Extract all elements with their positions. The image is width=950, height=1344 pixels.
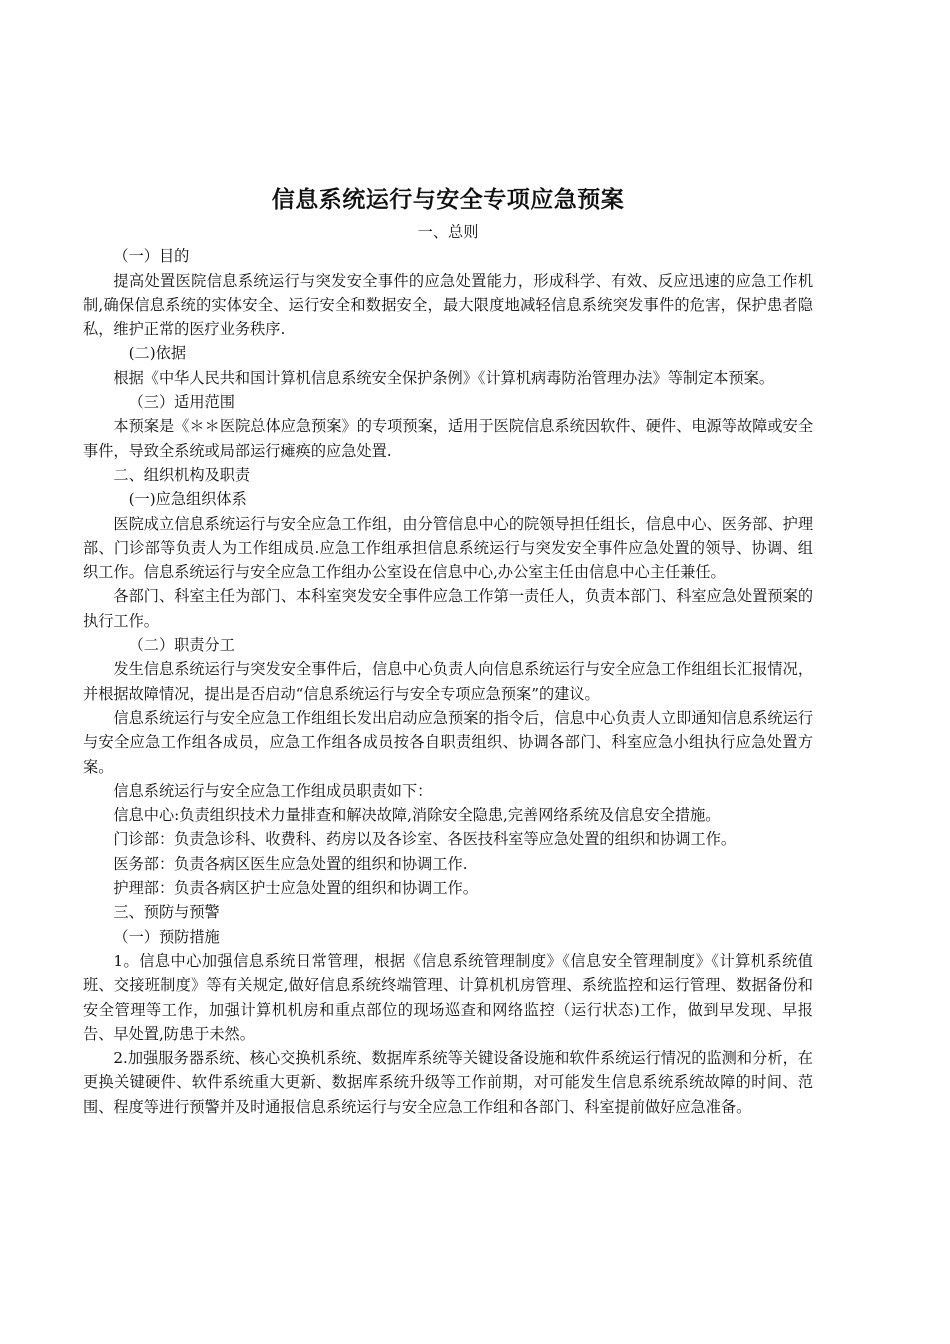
body-paragraph: 本预案是《＊＊医院总体应急预案》的专项预案，适用于医院信息系统因软件、硬件、电源等故障或安全事件，导致全系统或局部运行瘫痪的应急处置. [83,417,813,460]
body-paragraph: 2.加强服务器系统、核心交换机系统、数据库系统等关键设备设施和软件系统运行情况的监测和分析，在更换关键硬件、软件系统重大更新、数据库系统升级等工作前期，对可能发生信息系统系统故障的时间、范围、程度等进行预警并及时通报信息系统运行与安全应急工作组和各部门、科室提前做好应急准备。 [83,1049,813,1116]
document-page [83,180,813,1119]
subsection-heading: （一）目的 [113,247,190,266]
subsection-heading: 三、预防与预警 [113,903,220,922]
subsection-heading: （二）职责分工 [128,636,235,655]
body-paragraph: 1。信息中心加强信息系统日常管理，根据《信息系统管理制度》《信息安全管理制度》《计算机系统值班、交接班制度》等有关规定,做好信息系统终端管理、计算机机房管理、系统监控和运行管理、数据备份和安全管理等工作，加强计算机机房和重点部位的现场巡查和网络监控（运行状态)工作，做到早发现、早报告、早处置,防患于未然。 [83,951,813,1043]
body-paragraph: 医院成立信息系统运行与安全应急工作组，由分管信息中心的院领导担任组长，信息中心、医务部、护理部、门诊部等负责人为工作组成员.应急工作组承担信息系统运行与突发安全事件应急处置的领导、协调、组织工作。信息系统运行与安全应急工作组办公室设在信息中心,办公室主任由信息中心主任兼任。 [83,514,813,582]
subsection-heading: (一)应急组织体系 [128,490,247,509]
body-paragraph: 信息系统运行与安全应急工作组成员职责如下： [113,781,433,800]
body-paragraph: 各部门、科室主任为部门、本科室突发安全事件应急工作第一责任人，负责本部门、科室应急处置预案的执行工作。 [83,587,813,630]
body-paragraph: 信息系统运行与安全应急工作组组长发出启动应急预案的指令后，信息中心负责人立即通知信息系统运行与安全应急工作组各成员，应急工作组各成员按各自职责组织、协调各部门、科室应急小组执行应急处置方案。 [83,708,813,776]
subsection-heading: （三）适用范围 [128,393,235,412]
subsection-heading: (二)依据 [128,344,187,363]
body-paragraph: 根据《中华人民共和国计算机信息系统安全保护条例》《计算机病毒防治管理办法》等制定本预案。 [113,368,775,387]
body-paragraph: 护理部：负责各病区护士应急处置的组织和协调工作。 [113,879,478,898]
subsection-heading: 二、组织机构及职责 [113,465,251,484]
subsection-heading: （一）预防措施 [113,927,220,946]
body-paragraph: 信息中心:负责组织技术力量排查和解决故障,消除安全隐患,完善网络系统及信息安全措施。 [113,806,721,825]
body-paragraph: 门诊部：负责急诊科、收费科、药房以及各诊室、各医技科室等应急处置的组织和协调工作。 [113,830,737,849]
document-body [83,220,813,1119]
document-title: 信息系统运行与安全专项应急预案 [271,187,625,213]
body-paragraph: 发生信息系统运行与突发安全事件后，信息中心负责人向信息系统运行与安全应急工作组组长汇报情况，并根据故障情况，提出是否启动“信息系统运行与安全专项应急预案”的建议。 [83,660,813,703]
section-heading: 一、总则 [417,223,479,241]
body-paragraph: 医务部：负责各病区医生应急处置的组织和协调工作. [113,854,468,873]
body-paragraph: 提高处置医院信息系统运行与突发安全事件的应急处置能力，形成科学、有效、反应迅速的应急工作机制,确保信息系统的实体安全、运行安全和数据安全，最大限度地减轻信息系统突发事件的危害，保护患者隐私，维护正常的医疗业务秩序. [83,271,813,339]
